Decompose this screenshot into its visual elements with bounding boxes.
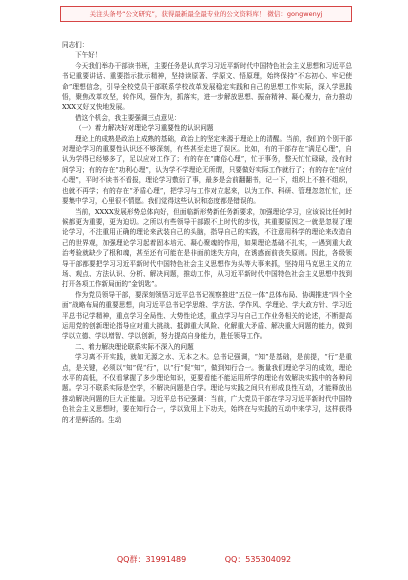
- intro-paragraph: 借这个机会，我主要强调三点意见：: [75, 113, 181, 122]
- section-paragraph: 当前，XXXX发展形势总体向好，但面临新形势新任务新要求，加强理论学习，应该说比任何时候都更为重要，更为迫切。之所以有些领导干部跟不上时代的步伐，其重要原因之一就是忽视了理论学习，不注重用正确的理论来武装自己的头脑，指导自己的实践，不注意用科学的理论来改造自己的世界观，加强理论学习起着固本培元、凝心聚魂的作用，如果理论基础不扎实，一遇到重大政治考验就缺少了根和魂，甚至还有可能在是非面前迷失方向，在诱惑面前丧失原则。因此，各级领导干部都要把学习习近平新时代中国特色社会主义思想作为头等大事来抓，坚持用马克思主义的立场、观点、方法认识、分析、解决问题，推动工作，从习近平新时代中国特色社会主义思想中找到打开各项工作新局面的“金钥匙”。: [62, 207, 352, 289]
- qq-group-label: QQ群：31991489: [116, 555, 187, 564]
- salutation: 同志们：: [62, 41, 89, 49]
- header-banner: 关注头条号“公文研究”，获得最新最全最专业的公文资料库！ 微信：gongwenyj: [60, 6, 352, 22]
- footer-contact: [0, 553, 408, 567]
- section-paragraph: 理论上的成熟是政治上成熟的基础，政治上的坚定来源于理论上的清醒。当前，我们的个别干部对理论学习的重要性认识还不够深刻，有些甚至走进了误区。比如，有的干部存在“满足心理”，自认为学得已经够多了，足以应对工作了；有的存在“庸俗心理”，忙于事务，整天忙忙碌碌，没有时间学习；有的存在“功利心理”，认为学不学理论无所谓，只要做好实际工作就行了；有的存在“应付心理”，平时不读书不看报，理论学习敷衍了事，最多是会前翻翻书，记一下，组织上不推不组织，也就不再学；有的存在“矛盾心理”，把学习与工作对立起来，以为工作、科研、管理忽忽忙忙，还要集中学习，心里很不情愿。我们觉得这些认识和态度都是错误的。: [62, 134, 352, 206]
- section-heading: （一）着力解决好对理论学习重要性的认识问题: [75, 124, 214, 133]
- section-heading: 二、着力解决理论联系实际不深入的问题: [75, 342, 194, 351]
- qq-number-label: QQ：535304092: [224, 555, 292, 564]
- document-body: [62, 40, 352, 425]
- greeting: 下午好！: [75, 51, 102, 60]
- intro-paragraph: 今天我们举办干部读书班，主要任务是认真学习习近平新时代中国特色社会主义思想和习近平总书记重要讲话、重要指示批示精神，坚持读原著、学原文、悟原理，始终保持“不忘初心、牢记使命”理想信念，引导全校党员干部联系学校改革发展稳定实践和自己的思想工作实际，深入学思践悟，聚焦改革攻坚，转作风，强作为，抓落实，进一步解放思想、振奋精神、凝心聚力，奋力推动XXX又好又快地发展。: [62, 61, 352, 112]
- section-paragraph: 学习离不开实践，就如无源之水、无本之木。总书记强调，“知”是基础，是前提，“行”是重点，是关键，必须以“知”促“行”，以“行”促“知”，做到知行合一。衡量我们理论学习的成效，理论水平的高低，不仅看掌握了多少理论知识，更要看能不能运用所学的理论有效解决实践中的各种问题。学习不联系实际是空学，不解决问题是白学。理论与实践之间只有形成良性互动，才能释放出推动解决问题的巨大正能量。习近平总书记强调：当前，广大党员干部在学习习近平新时代中国特色社会主义思想时，要在知行合一，学以致用上下功夫，始终在与实践的互动中来学习，这样获得的才是鲜活的。生动: [62, 353, 352, 424]
- section-paragraph: 作为党员领导干部，要深刻领悟习近平总书记视察推进“五位一体”总体布局、协调推进“四个全面”战略布局的重要思想，向习近平总书记学思维、学方法、学作风、学理论、学大政方针、学习近平总书记学精神，重点学习全局性、大势性论述，重点学习与自己工作业务相关的论述，不断提高运用党的创新理论指导应对重大挑战、抵御重大风险、化解重大矛盾、解决重大问题的能力，做到学以立德、学以增智、学以创新，努力提高自身能力，胜任领导工作。: [62, 290, 352, 341]
